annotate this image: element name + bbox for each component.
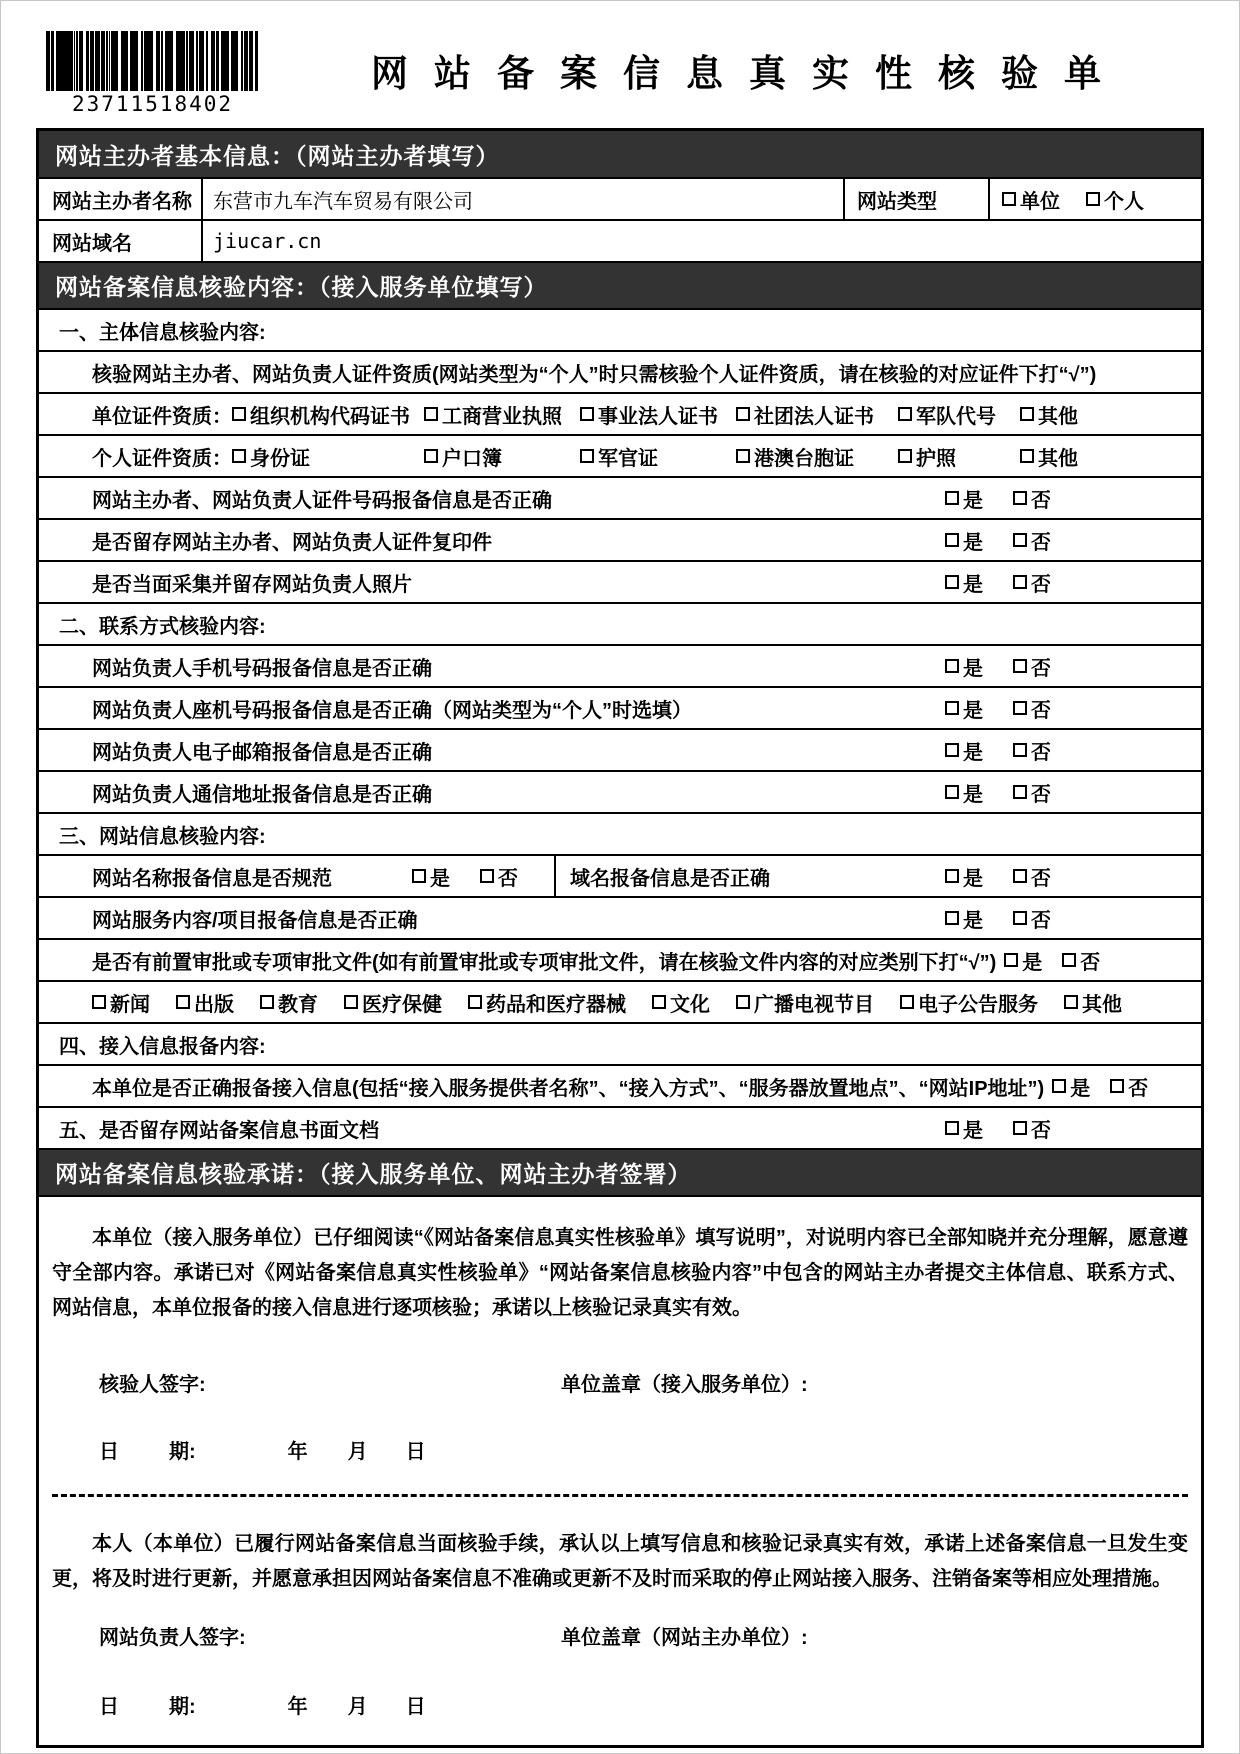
checkbox-icon[interactable] [92, 995, 106, 1009]
no-option[interactable] [480, 862, 518, 891]
checkbox-icon[interactable] [945, 491, 959, 505]
row-pre-approval [39, 938, 1201, 980]
no-label: 否 [498, 867, 518, 890]
yes-no-group [945, 652, 1051, 681]
page-title: 网站备案信息真实性核验单 [371, 53, 1127, 94]
yes-no-group [1052, 1072, 1148, 1101]
checkbox-icon[interactable] [1013, 575, 1027, 589]
cert-note-text: 核验网站主办者、网站负责人证件资质(网站类型为“个人”时只需核验个人证件资质，请在核验的对应证件下打“√”) [92, 363, 1097, 386]
part2-title: 二、联系方式核验内容: [59, 615, 266, 638]
category-option-publishing[interactable] [176, 988, 234, 1017]
option-label: 户口簿 [442, 447, 502, 470]
question-text: 域名报备信息是否正确 [570, 867, 770, 890]
option-label: 事业法人证书 [598, 405, 718, 428]
signature-row-site-manager [49, 1621, 1191, 1650]
barcode-block [46, 31, 268, 116]
row-photo-collected [39, 560, 1201, 602]
yes-label: 是 [963, 867, 983, 890]
no-label: 否 [1031, 909, 1051, 932]
option-label: 身份证 [250, 447, 310, 470]
checkbox-icon[interactable] [1013, 869, 1027, 883]
personal-cert-label: 个人证件资质： [92, 447, 232, 470]
yes-label: 是 [963, 531, 983, 554]
option-label: 出版 [194, 993, 234, 1016]
category-option-healthcare[interactable] [344, 988, 442, 1017]
yes-option[interactable] [945, 652, 983, 681]
date-day-label[interactable]: 日 [405, 1441, 426, 1463]
checkbox-icon[interactable] [1052, 1079, 1066, 1093]
checkbox-icon[interactable] [580, 449, 594, 463]
section-header-commitment: 网站备案信息核验承诺：（接入服务单位、网站主办者签署） [39, 1148, 1201, 1195]
site-type-personal-label: 个人 [1104, 190, 1144, 213]
checkbox-icon[interactable] [232, 407, 246, 421]
site-type-option-unit[interactable] [1002, 185, 1060, 214]
yes-option[interactable] [945, 526, 983, 555]
row-service-correct [39, 896, 1201, 938]
yes-option[interactable] [412, 862, 450, 891]
yes-no-group [945, 904, 1051, 933]
no-option[interactable] [1013, 652, 1051, 681]
section-header-verification-content: 网站备案信息核验内容：（接入服务单位填写） [39, 261, 1201, 308]
option-label: 军队代号 [916, 405, 996, 428]
no-option[interactable] [1013, 526, 1051, 555]
row-sitename-domain [39, 854, 1201, 896]
row-personal-cert [39, 434, 1201, 476]
unit-cert-option-military[interactable] [898, 400, 1020, 429]
row-approval-categories [39, 980, 1201, 1022]
yes-option[interactable] [945, 778, 983, 807]
yes-no-group [945, 736, 1051, 765]
unit-cert-options [232, 400, 1201, 429]
no-option[interactable] [1110, 1072, 1148, 1101]
date-year-label[interactable]: 年 [287, 1696, 308, 1718]
owner-name-value-field[interactable]: 东营市九车汽车贸易有限公司 [201, 179, 843, 219]
no-label: 否 [1031, 489, 1051, 512]
yes-no-group [945, 568, 1051, 597]
checkbox-icon[interactable] [1086, 192, 1100, 206]
yes-label: 是 [963, 699, 983, 722]
row-cert-copy-kept [39, 518, 1201, 560]
domain-label: 网站域名 [52, 232, 132, 255]
row-cert-number-correct [39, 476, 1201, 518]
site-type-option-personal[interactable] [1086, 185, 1144, 214]
question-text: 网站名称报备信息是否规范 [92, 867, 332, 890]
checkbox-icon[interactable] [1013, 743, 1027, 757]
checkbox-icon[interactable] [1002, 192, 1016, 206]
option-label: 医疗保健 [362, 993, 442, 1016]
checkbox-icon[interactable] [736, 995, 750, 1009]
checkbox-icon[interactable] [1013, 911, 1027, 925]
row-part3-title [39, 812, 1201, 854]
checkbox-icon[interactable] [1013, 659, 1027, 673]
personal-cert-option-passport[interactable] [898, 442, 1020, 471]
checkbox-icon[interactable] [945, 533, 959, 547]
site-type-options [988, 179, 1201, 219]
unit-cert-option-other[interactable] [1020, 400, 1201, 429]
site-manager-signature-label[interactable]: 网站负责人签字: [99, 1627, 246, 1649]
date-month-label[interactable]: 月 [347, 1696, 368, 1718]
no-label: 否 [1031, 699, 1051, 722]
question-text: 网站负责人电子邮箱报备信息是否正确 [92, 741, 432, 764]
yes-label: 是 [963, 657, 983, 680]
no-option[interactable] [1013, 1114, 1051, 1143]
unit-cert-option-social-org[interactable] [736, 400, 898, 429]
checkbox-icon[interactable] [1013, 785, 1027, 799]
verifier-signature-label[interactable]: 核验人签字: [99, 1374, 206, 1396]
unit-cert-option-org-code[interactable] [232, 400, 424, 429]
checkbox-icon[interactable] [1062, 953, 1076, 967]
checkbox-icon[interactable] [898, 449, 912, 463]
yes-no-group [945, 526, 1051, 555]
no-option[interactable] [1013, 484, 1051, 513]
yes-no-group [412, 862, 518, 891]
question-text: 网站负责人通信地址报备信息是否正确 [92, 783, 432, 806]
yes-label: 是 [963, 783, 983, 806]
row-address-correct [39, 770, 1201, 812]
no-label: 否 [1031, 1119, 1051, 1142]
organizer-seal-label[interactable]: 单位盖章（网站主办单位）: [561, 1627, 808, 1649]
yes-option[interactable] [945, 736, 983, 765]
row-part1-title [39, 308, 1201, 350]
yes-no-group [945, 1114, 1051, 1143]
row-email-correct [39, 728, 1201, 770]
option-label: 其他 [1082, 993, 1122, 1016]
checkbox-icon[interactable] [412, 869, 426, 883]
approval-category-options [39, 988, 1122, 1017]
sitename-cell [39, 856, 556, 896]
checkbox-icon[interactable] [945, 785, 959, 799]
row-part2-title [39, 602, 1201, 644]
yes-option[interactable] [1004, 946, 1042, 975]
checkbox-icon[interactable] [945, 701, 959, 715]
unit-cert-label: 单位证件资质： [92, 405, 232, 428]
checkbox-icon[interactable] [424, 449, 438, 463]
category-option-education[interactable] [260, 988, 318, 1017]
checkbox-icon[interactable] [736, 449, 750, 463]
checkbox-icon[interactable] [945, 659, 959, 673]
checkbox-icon[interactable] [260, 995, 274, 1009]
date-word-1: 日 [99, 1696, 119, 1718]
yes-option[interactable] [1052, 1072, 1090, 1101]
checkbox-icon[interactable] [945, 1121, 959, 1135]
option-label: 药品和医疗器械 [486, 993, 626, 1016]
personal-cert-option-household[interactable] [424, 442, 580, 471]
part1-title: 一、主体信息核验内容: [59, 321, 266, 344]
category-option-news[interactable] [92, 988, 150, 1017]
checkbox-icon[interactable] [945, 575, 959, 589]
commitment-paragraph-2: 本人（本单位）已履行网站备案信息当面核验手续，承认以上填写信息和核验记录真实有效，承诺上述备案信息一旦发生变更，将及时进行更新，并愿意承担因网站备案信息不准确或更新不及时而采取的停止网站接入服务、注销备案等相应处理措施。 [52, 1533, 1188, 1590]
question-text: 本单位是否正确报备接入信息(包括“接入服务提供者名称”、“接入方式”、“服务器放置地点”、“网站IP地址”) [92, 1077, 1045, 1100]
option-label: 社团法人证书 [754, 405, 874, 428]
yes-no-group [945, 694, 1051, 723]
yes-label: 是 [1022, 951, 1043, 974]
question-text: 是否当面采集并留存网站负责人照片 [92, 573, 412, 596]
no-label: 否 [1031, 573, 1051, 596]
no-option[interactable] [1013, 862, 1051, 891]
row-access-info [39, 1064, 1201, 1106]
no-option[interactable] [1062, 946, 1100, 975]
date-year-label[interactable]: 年 [287, 1441, 308, 1463]
question-text: 网站主办者、网站负责人证件号码报备信息是否正确 [92, 489, 552, 512]
checkbox-icon[interactable] [580, 407, 594, 421]
yes-no-group [945, 778, 1051, 807]
yes-no-group [1004, 946, 1100, 975]
no-option[interactable] [1013, 736, 1051, 765]
date-day-label[interactable]: 日 [405, 1696, 426, 1718]
no-option[interactable] [1013, 778, 1051, 807]
checkbox-icon[interactable] [945, 911, 959, 925]
option-label: 工商营业执照 [442, 405, 562, 428]
personal-cert-option-hmt-pass[interactable] [736, 442, 898, 471]
yes-label: 是 [963, 1119, 983, 1142]
yes-option[interactable] [945, 904, 983, 933]
yes-label: 是 [963, 489, 983, 512]
checkbox-icon[interactable] [176, 995, 190, 1009]
checkbox-icon[interactable] [898, 407, 912, 421]
option-label: 组织机构代码证书 [250, 405, 410, 428]
domain-correct-cell [556, 862, 1201, 891]
barcode-image [46, 31, 258, 91]
yes-label: 是 [963, 909, 983, 932]
question-text: 是否留存网站主办者、网站负责人证件复印件 [92, 531, 492, 554]
yes-no-group [945, 862, 1051, 891]
row-part5-written-doc [39, 1106, 1201, 1148]
checkbox-icon[interactable] [1064, 995, 1078, 1009]
yes-label: 是 [430, 867, 450, 890]
domain-value-field[interactable]: jiucar.cn [201, 221, 1201, 261]
no-option[interactable] [1013, 904, 1051, 933]
no-label: 否 [1031, 783, 1051, 806]
date-word-2: 期: [169, 1696, 196, 1718]
checkbox-icon[interactable] [1110, 1079, 1124, 1093]
barcode-number: 23711518402 [72, 92, 234, 116]
checkbox-icon[interactable] [1004, 953, 1018, 967]
no-label: 否 [1031, 531, 1051, 554]
checkbox-icon[interactable] [1020, 449, 1034, 463]
row-unit-cert [39, 392, 1201, 434]
option-label: 护照 [916, 447, 956, 470]
category-option-pharma[interactable] [468, 988, 626, 1017]
option-label: 电子公告服务 [918, 993, 1038, 1016]
commitment-cell [39, 1195, 1201, 1745]
no-label: 否 [1031, 657, 1051, 680]
question-text: 网站负责人手机号码报备信息是否正确 [92, 657, 432, 680]
option-label: 文化 [670, 993, 710, 1016]
commitment-paragraph-1: 本单位（接入服务单位）已仔细阅读“《网站备案信息真实性核验单》填写说明”，对说明内容已全部知晓并充分理解，愿意遵守全部内容。承诺已对《网站备案信息真实性核验单》“网站备案信息核验内容”中包含的网站主办者提交主体信息、联系方式、网站信息，本单位报备的接入信息进行逐项核验；承诺以上核验记录真实有效。 [52, 1227, 1188, 1319]
option-label: 港澳台胞证 [754, 447, 854, 470]
yes-option[interactable] [945, 484, 983, 513]
option-label: 新闻 [110, 993, 150, 1016]
category-option-bbs[interactable] [900, 988, 1038, 1017]
site-type-unit-label: 单位 [1020, 190, 1060, 213]
access-provider-seal-label[interactable]: 单位盖章（接入服务单位）: [561, 1374, 808, 1396]
checkbox-icon[interactable] [232, 449, 246, 463]
yes-option[interactable] [945, 862, 983, 891]
yes-label: 是 [963, 573, 983, 596]
yes-no-group [945, 484, 1051, 513]
signature-row-verifier [49, 1368, 1191, 1397]
yes-option[interactable] [945, 1114, 983, 1143]
personal-cert-option-military-id[interactable] [580, 442, 736, 471]
checkbox-icon[interactable] [736, 407, 750, 421]
part5-title: 五、是否留存网站备案信息书面文档 [59, 1119, 379, 1142]
row-landline-correct [39, 686, 1201, 728]
row-domain [39, 219, 1201, 261]
row-part4-title [39, 1022, 1201, 1064]
owner-name-label: 网站主办者名称 [52, 190, 192, 213]
no-label: 否 [1031, 867, 1051, 890]
no-label: 否 [1031, 741, 1051, 764]
checkbox-icon[interactable] [344, 995, 358, 1009]
option-label: 其他 [1038, 405, 1078, 428]
date-word-2: 期: [169, 1441, 196, 1463]
option-label: 军官证 [598, 447, 658, 470]
category-option-broadcast[interactable] [736, 988, 874, 1017]
checkbox-icon[interactable] [424, 407, 438, 421]
checkbox-icon[interactable] [945, 743, 959, 757]
checkbox-icon[interactable] [652, 995, 666, 1009]
document-header [46, 31, 1204, 116]
checkbox-icon[interactable] [1013, 1121, 1027, 1135]
row-owner-name [39, 177, 1201, 219]
yes-option[interactable] [945, 568, 983, 597]
personal-cert-option-other[interactable] [1020, 442, 1201, 471]
section-header-owner-info: 网站主办者基本信息：（网站主办者填写） [39, 131, 1201, 177]
checkbox-icon[interactable] [480, 869, 494, 883]
option-label: 教育 [278, 993, 318, 1016]
row-cert-note [39, 350, 1201, 392]
checkbox-icon[interactable] [1020, 407, 1034, 421]
checkbox-icon[interactable] [1013, 533, 1027, 547]
unit-cert-option-institution[interactable] [580, 400, 736, 429]
no-option[interactable] [1013, 694, 1051, 723]
checkbox-icon[interactable] [945, 869, 959, 883]
cut-dashed-divider [52, 1494, 1188, 1497]
yes-label: 是 [963, 741, 983, 764]
checkbox-icon[interactable] [468, 995, 482, 1009]
category-option-culture[interactable] [652, 988, 710, 1017]
question-text: 网站服务内容/项目报备信息是否正确 [92, 909, 418, 932]
option-label: 其他 [1038, 447, 1078, 470]
date-row-1 [49, 1435, 1191, 1464]
part4-title: 四、接入信息报备内容: [59, 1035, 266, 1058]
checkbox-icon[interactable] [1013, 701, 1027, 715]
question-text: 网站负责人座机号码报备信息是否正确（网站类型为“个人”时选填） [92, 699, 692, 722]
yes-label: 是 [1070, 1077, 1091, 1100]
date-row-2 [49, 1690, 1191, 1719]
checkbox-icon[interactable] [900, 995, 914, 1009]
row-mobile-correct [39, 644, 1201, 686]
no-option[interactable] [1013, 568, 1051, 597]
date-word-1: 日 [99, 1441, 119, 1463]
personal-cert-options [232, 442, 1201, 471]
unit-cert-option-business-license[interactable] [424, 400, 580, 429]
date-month-label[interactable]: 月 [347, 1441, 368, 1463]
site-type-label: 网站类型 [843, 179, 988, 219]
question-text: 是否有前置审批或专项审批文件(如有前置审批或专项审批文件，请在核验文件内容的对应类别下打“√”) [92, 951, 997, 974]
option-label: 广播电视节目 [754, 993, 874, 1016]
personal-cert-option-id-card[interactable] [232, 442, 424, 471]
checkbox-icon[interactable] [1013, 491, 1027, 505]
no-label: 否 [1080, 951, 1101, 974]
category-option-other[interactable] [1064, 988, 1122, 1017]
part3-title: 三、网站信息核验内容: [59, 825, 266, 848]
verification-form [36, 128, 1204, 1748]
yes-option[interactable] [945, 694, 983, 723]
no-label: 否 [1128, 1077, 1149, 1100]
